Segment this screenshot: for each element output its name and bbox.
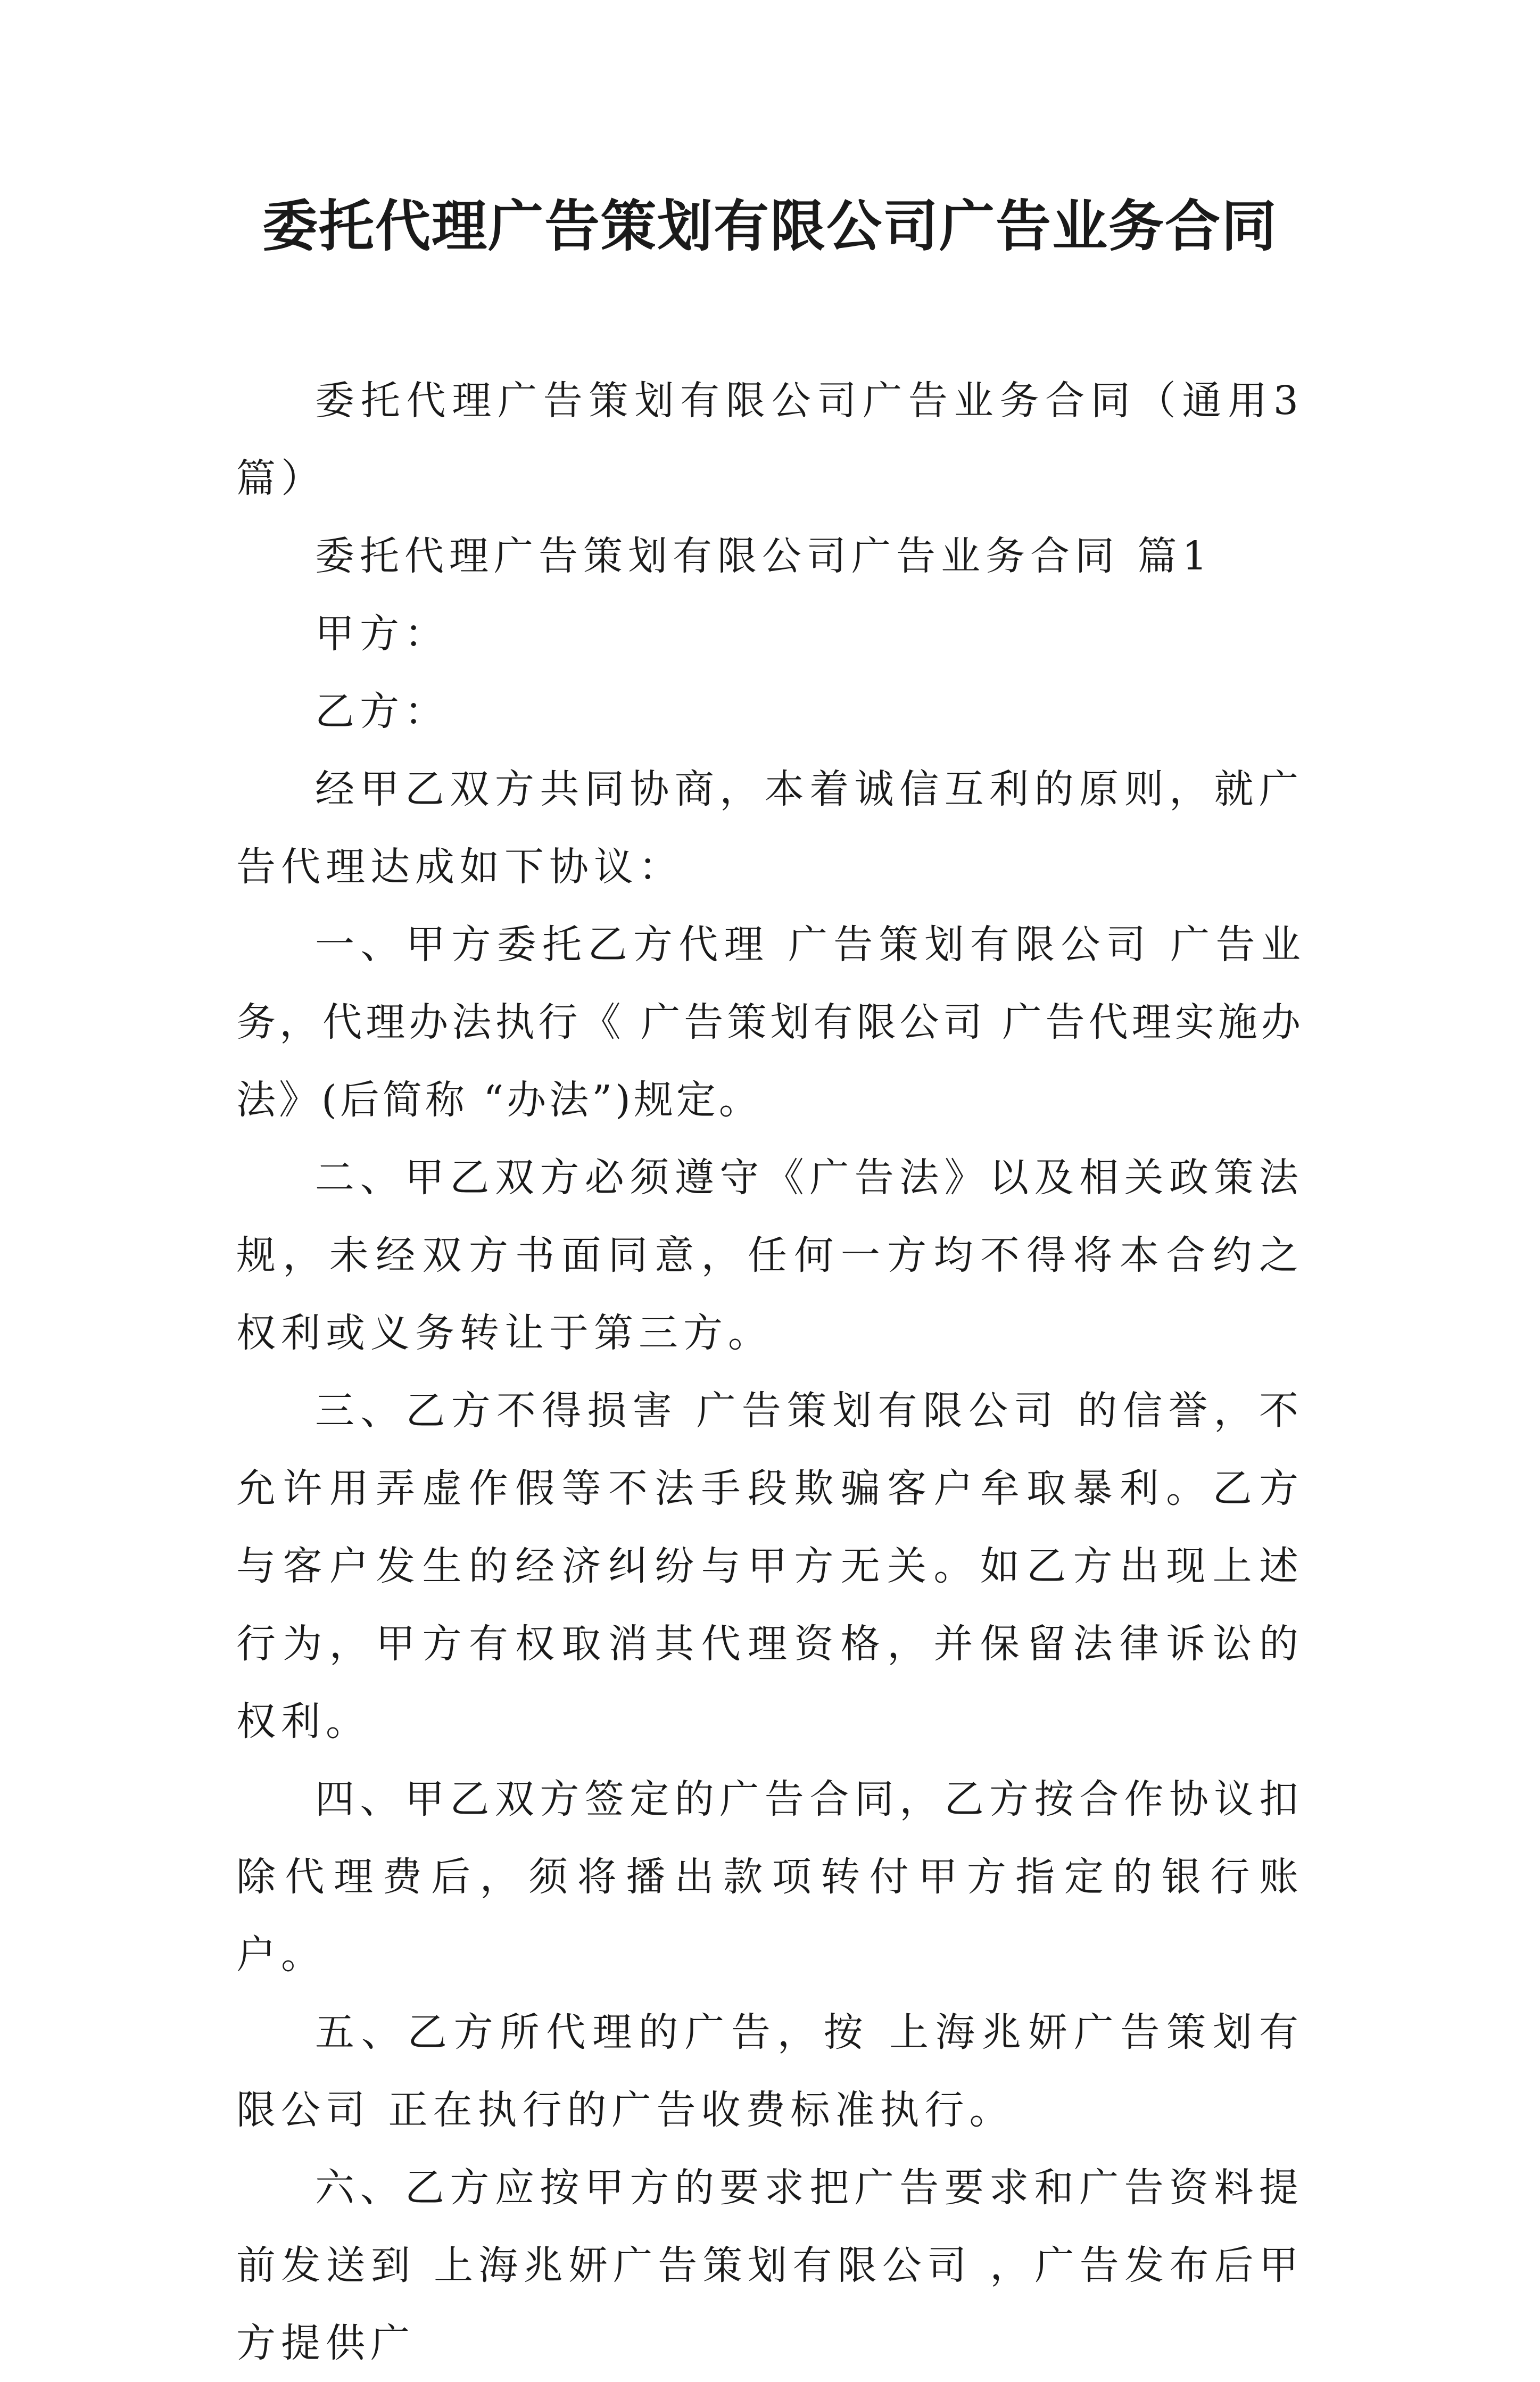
paragraph-section-heading: 委托代理广告策划有限公司广告业务合同 篇1 bbox=[315, 533, 1213, 579]
document-body bbox=[236, 362, 1304, 2382]
paragraph-subtitle: 委托代理广告策划有限公司广告业务合同（通用3篇） bbox=[236, 378, 1304, 501]
paragraph-intro: 经甲乙双方共同协商，本着诚信互利的原则，就广告代理达成如下协议： bbox=[236, 766, 1304, 890]
paragraph-party-a: 甲方： bbox=[315, 611, 449, 657]
paragraph-clause-2: 二、甲乙双方必须遵守《广告法》以及相关政策法规，未经双方书面同意，任何一方均不得将本合约之权利或义务转让于第三方。 bbox=[236, 1155, 1304, 1356]
paragraph-clause-4: 四、甲乙双方签定的广告合同，乙方按合作协议扣除代理费后，须将播出款项转付甲方指定的银行账户。 bbox=[236, 1776, 1304, 1978]
paragraph-clause-5: 五、乙方所代理的广告，按 上海兆妍广告策划有限公司 正在执行的广告收费标准执行。 bbox=[236, 2009, 1304, 2133]
paragraph-party-b: 乙方： bbox=[315, 689, 449, 734]
document-title: 委托代理广告策划有限公司广告业务合同 bbox=[262, 194, 1278, 259]
paragraph-clause-6: 六、乙方应按甲方的要求把广告要求和广告资料提前发送到 上海兆妍广告策划有限公司 ，广告发布后甲方提供广 bbox=[236, 2165, 1304, 2366]
paragraph-clause-3: 三、乙方不得损害 广告策划有限公司 的信誉，不允许用弄虚作假等不法手段欺骗客户牟取暴利。乙方与客户发生的经济纠纷与甲方无关。如乙方出现上述行为，甲方有权取消其代理资格，并保留法律诉讼的权利。 bbox=[236, 1388, 1304, 1744]
paragraph-clause-1: 一、甲方委托乙方代理 广告策划有限公司 广告业务，代理办法执行《 广告策划有限公司 广告代理实施办法》(后简称 “办法”)规定。 bbox=[236, 922, 1304, 1123]
